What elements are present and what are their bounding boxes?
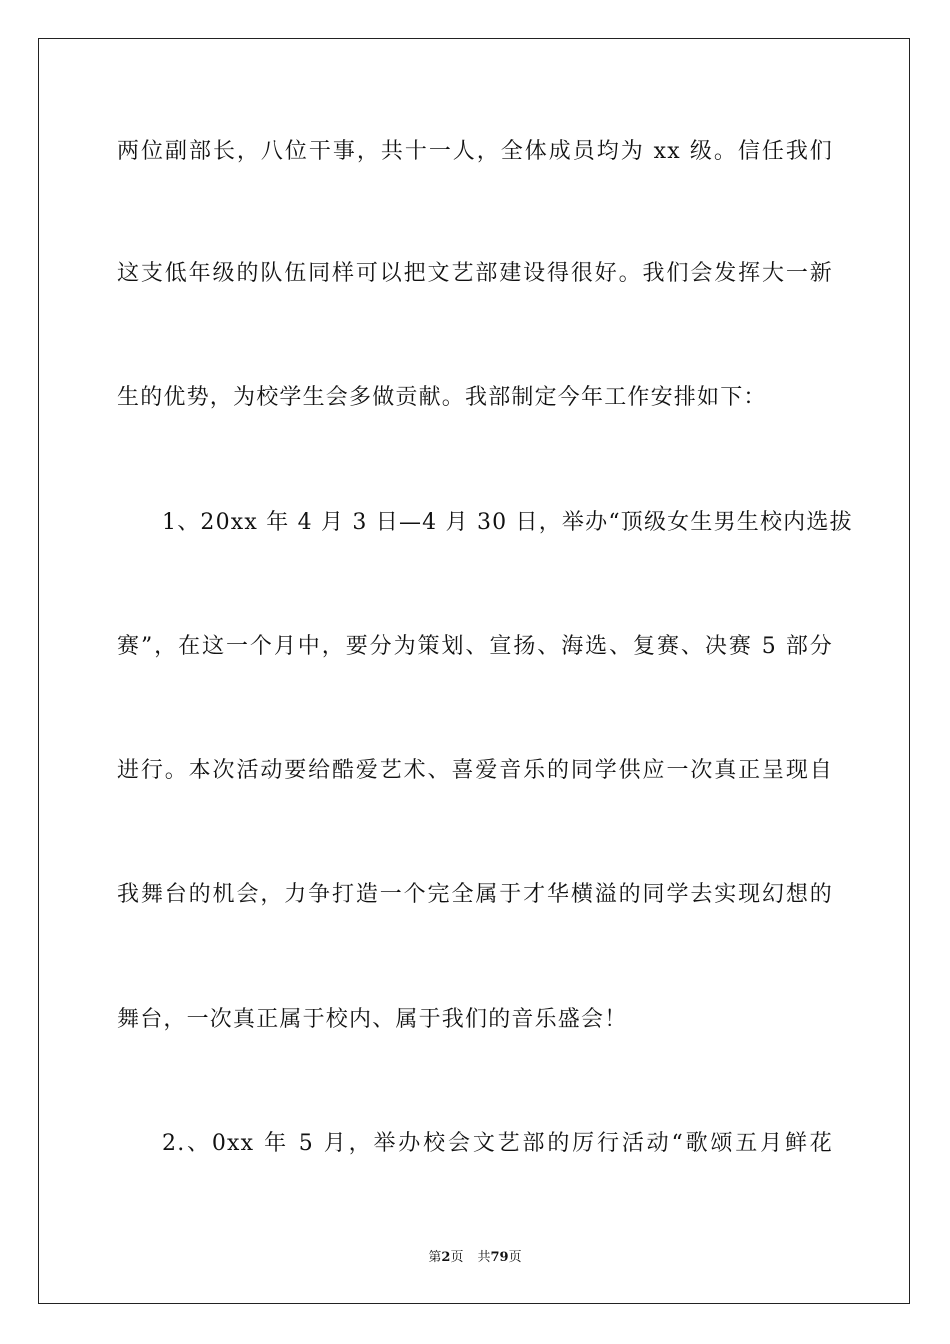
- body-line-3: 生的优势，为校学生会多做贡献。我部制定今年工作安排如下：: [117, 385, 767, 410]
- footer-page-prefix: 第: [428, 1250, 442, 1265]
- body-line-2: 这支低年级的队伍同样可以把文艺部建设得很好。我们会发挥大一新: [117, 261, 833, 286]
- body-line-9: 2.、0xx 年 5 月，举办校会文艺部的厉行活动“歌颂五月鲜花: [162, 1131, 833, 1156]
- body-line-7: 我舞台的机会，力争打造一个完全属于才华横溢的同学去实现幻想的: [117, 882, 833, 907]
- footer-page-suffix: 页: [450, 1250, 464, 1265]
- body-line-4: 1、20xx 年 4 月 3 日—4 月 30 日，举办“顶级女生男生校内选拔: [162, 510, 853, 535]
- footer-page-number: 2: [441, 1250, 451, 1265]
- page-border: [38, 38, 910, 1304]
- body-line-5: 赛”，在这一个月中，要分为策划、宣扬、海选、复赛、决赛 5 部分: [117, 634, 833, 659]
- footer-total-suffix: 页: [508, 1250, 522, 1265]
- footer-total-pages: 79: [490, 1250, 509, 1265]
- footer-total-prefix: 共: [477, 1250, 491, 1265]
- page-footer: [0, 1246, 950, 1265]
- body-line-6: 进行。本次活动要给酷爱艺术、喜爱音乐的同学供应一次真正呈现自: [117, 758, 833, 783]
- body-line-8: 舞台，一次真正属于校内、属于我们的音乐盛会！: [117, 1007, 628, 1032]
- body-line-1: 两位副部长，八位干事，共十一人，全体成员均为 xx 级。信任我们: [117, 139, 833, 164]
